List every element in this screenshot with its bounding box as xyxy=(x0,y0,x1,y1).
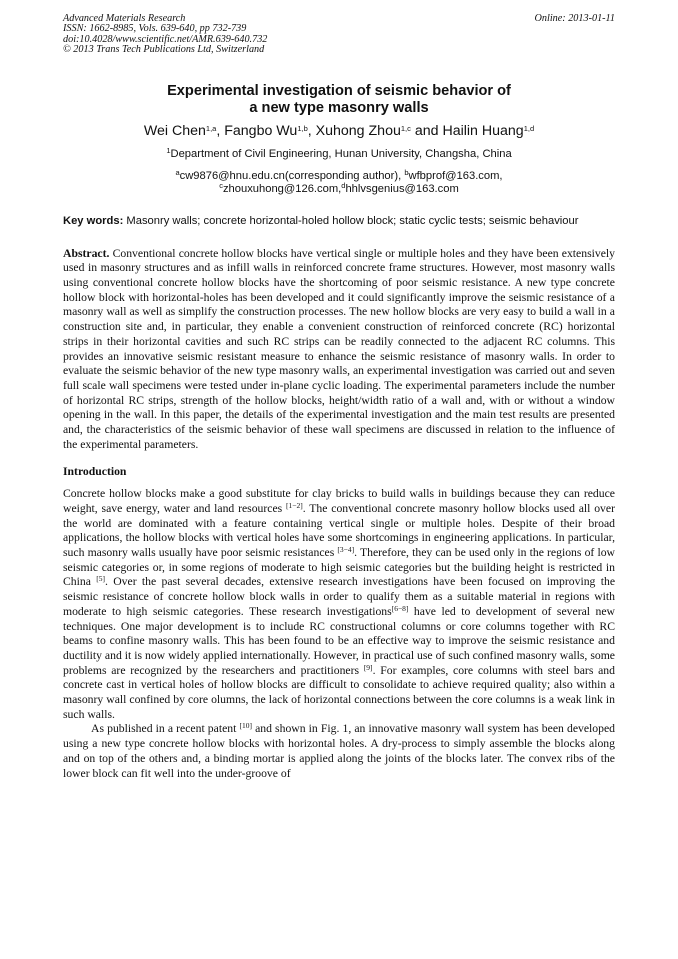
journal-doi: doi:10.4028/www.scientific.net/AMR.639-640.732 xyxy=(63,33,268,45)
email-d[interactable]: hhlvsgenius@163.com xyxy=(345,183,459,196)
affiliation xyxy=(63,147,615,161)
citation-6-8: [6−8] xyxy=(391,603,409,613)
email-b[interactable]: wfbprof@163.com, xyxy=(408,169,503,182)
citation-9: [9] xyxy=(363,662,373,672)
email-a[interactable]: cw9876@hnu.edu.cn(corresponding author), xyxy=(179,169,402,182)
abstract-text: Conventional concrete hollow blocks have vertical single or multiple holes and they have been extensively used in masonry structures and as infill walls in reinforced concrete frame structures. However, most masonry walls using conventional concrete hollow blocks have the shortcoming of poor seismic resistance. A new type concrete hollow block with horizontal-holes has been developed and it could significantly improve the seismic resistance of a masonry wall as well as simplify the construction processes. The new hollow blocks are very easy to build a wall in a construction site and, in particular, they enable a convenient construction of reinforced concrete (RC) horizontal strips in their horizontal cavities and such RC strips can be readily connected to the adjacent RC columns. This provides an innovative seismic resistant measure to enhance the seismic resistance of masonry walls. In order to evaluate the seismic behavior of the new type masonry walls, an experimental investigation was carried out and seven full scale wall specimens were tested under in-plane cyclic loading. The experimental parameters include the number of horizontal RC strips, strength of the hollow blocks, height/width ratio of a wall and, with or without a window opening in the wall. In this paper, the details of the experimental investigation and the main test results are presented and, the characteristics of the seismic behavior of these wall specimens are discussed in relation to the influence of the experimental parameters. xyxy=(63,246,615,451)
author-3-sup: 1,c xyxy=(400,123,411,133)
abstract-label: Abstract. xyxy=(63,246,110,260)
intro-p1-text-2: . The conventional concrete masonry hollow blocks used all over the world are dominated with a feature containing vertical single or multiple holes. Despite of their broad applications, the hollow blocks with vertical holes have some shortcomings in engineering applications. In particular, such masonry walls usually have poor seismic resistances xyxy=(63,501,615,559)
intro-p1-text-1: Concrete hollow blocks make a good substitute for clay bricks to build walls in buildings because they can reduce weight, save energy, water and land resources xyxy=(63,487,615,515)
journal-name: Advanced Materials Research xyxy=(63,13,186,24)
author-2: Fangbo Wu xyxy=(224,122,298,139)
intro-p2-text-2: and shown in Fig. 1, an innovative masonry wall system has been developed using a new type concrete hollow blocks with horizontal holes. A dry-process to simply assemble the blocks along and on top of the others and, a binding mortar is applied along the joints of the blocks later. The convex ribs of the lower block can fit well into the under-groove of xyxy=(63,722,615,780)
citation-3-4: [3−4] xyxy=(337,544,355,554)
paper-title xyxy=(63,83,615,117)
journal-issn: ISSN: 1662-8985, Vols. 639-640, pp 732-739 xyxy=(63,23,247,35)
journal-info xyxy=(63,14,267,56)
intro-p1-text-3: . Therefore, they can be used only in the regions of low seismic categories or, in some regions of moderate to high seismic categories but the building height is restricted in China xyxy=(63,545,615,589)
email-d-sup: d xyxy=(341,181,346,191)
email-b-sup: b xyxy=(404,167,409,177)
abstract xyxy=(63,247,615,453)
paper-page xyxy=(63,14,615,781)
citation-1-2: [1−2] xyxy=(286,500,303,510)
affiliation-text: Department of Civil Engineering, Hunan University, Changsha, China xyxy=(170,147,512,160)
introduction-paragraph-2 xyxy=(63,722,615,781)
author-4-sup: 1,d xyxy=(523,123,535,133)
author-1-sup: 1,a xyxy=(205,123,217,133)
journal-copyright: © 2013 Trans Tech Publications Ltd, Switzerland xyxy=(63,44,265,56)
introduction-heading: Introduction xyxy=(63,465,127,479)
citation-10: [10] xyxy=(239,721,252,731)
email-c-sup: c xyxy=(219,181,223,191)
email-a-sup: a xyxy=(175,167,180,177)
intro-p1-text-4: . Over the past several decades, extensive research investigations have been focused on improving the seismic resistance of concrete hollow block walls in order to qualify them as a suitable material in regions with moderate to high seismic categories. These research investigations xyxy=(63,575,616,618)
journal-header xyxy=(63,14,615,56)
author-list: Wei Chen$^{1,a}$, Fangbo Wu$^{1,b}$, Xuhong Zhou$^{1,c}$ and Hailin Huang$^{1,d}$ xyxy=(143,122,535,139)
affiliation-sup: 1 xyxy=(166,145,171,155)
author-1: Wei Chen xyxy=(143,122,206,139)
intro-p2-text-1: As published in a recent patent xyxy=(91,722,237,736)
keywords-text: Masonry walls; concrete horizontal-holed hollow block; static cyclic tests; seismic behaviour xyxy=(126,214,579,227)
author-4: Hailin Huang xyxy=(442,122,524,139)
online-date: Online: 2013-01-11 xyxy=(534,13,615,24)
intro-p1-text-6: . For examples, core columns with steel bars and concrete cast in vertical holes of hollow blocks are difficult to consolidate to achieve required quality; also within a masonry wall confined by core olumns, the lack of horizontal connections between the core columns is a weak link in such walls. xyxy=(63,663,615,721)
citation-5: [5] xyxy=(96,574,105,584)
title-line-1: Experimental investigation of seismic behavior of xyxy=(167,82,511,99)
title-line-2: a new type masonry walls xyxy=(249,99,429,116)
email-c[interactable]: zhouxuhong@126.com, xyxy=(222,183,342,196)
intro-p1-text-5: have led to development of several new techniques. One major development is to include RC constructional columns or core columns together with RC beams to confine masonry walls. This has been found to be an effective way to improve the seismic resistance and ductility and it is now widely applied internationally. However, in practical use of such confined masonry walls, some problems are recognized by the researchers and practitioners xyxy=(63,604,615,677)
author-2-sup: 1,b xyxy=(297,123,308,133)
introduction-paragraph-1 xyxy=(63,487,615,722)
author-3: Xuhong Zhou xyxy=(315,122,401,139)
keywords xyxy=(63,214,615,228)
author-and: and xyxy=(414,122,439,139)
author-emails xyxy=(63,167,615,197)
keywords-label: Key words: xyxy=(63,214,124,227)
